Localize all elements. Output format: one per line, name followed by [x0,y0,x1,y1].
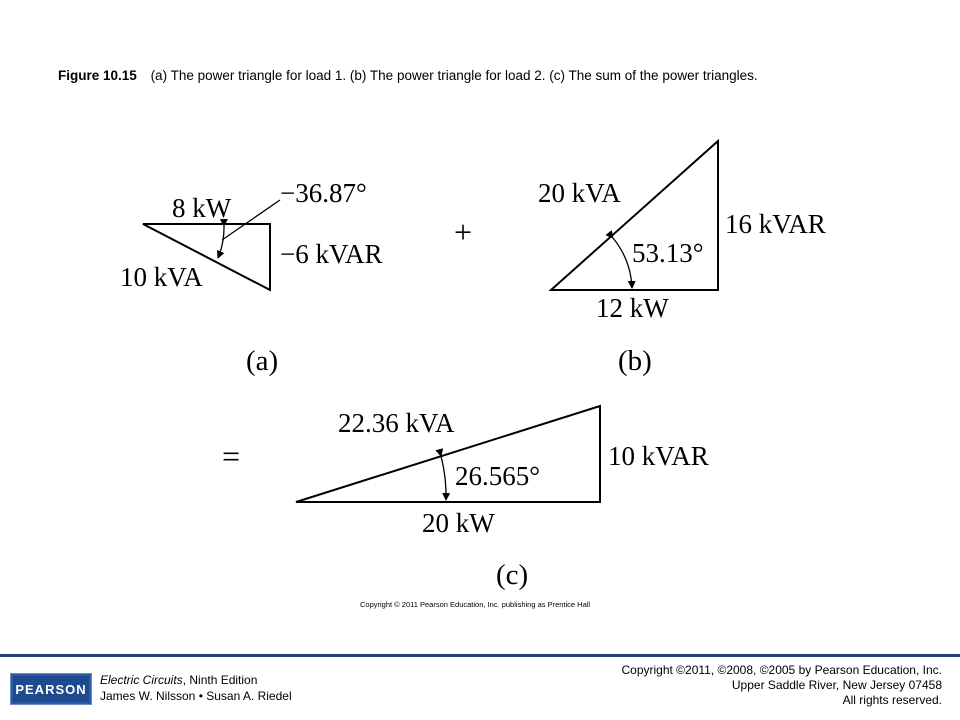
figure-caption-text: (a) The power triangle for load 1. (b) The power triangle for load 2. (c) The sum of the power triangles. [150,68,758,83]
triangle-a [120,178,383,377]
equals-operator: = [222,438,241,474]
triangle-a-real-power: 8 kW [172,193,232,223]
copyright-line-3: All rights reserved. [842,693,942,707]
book-edition: , Ninth Edition [182,673,258,687]
triangle-b-angle-arc [613,238,632,288]
triangle-c-reactive-power: 10 kVAR [608,441,709,471]
panel-label-b: (b) [618,345,652,377]
triangle-c-angle-arc [441,456,446,500]
triangle-b [538,141,826,377]
triangle-b-angle-label: 53.13° [632,238,704,268]
triangle-b-apparent-power: 20 kVA [538,178,621,208]
triangle-a-apparent-power: 10 kVA [120,262,203,292]
panel-label-a: (a) [246,345,279,377]
figure-label: Figure 10.15 [58,68,137,83]
book-title-line [100,672,292,688]
triangle-b-real-power: 12 kW [596,293,669,323]
triangle-a-reactive-power: −6 kVAR [280,239,383,269]
triangle-c [296,406,709,591]
footer-divider [0,654,960,657]
triangle-a-angle-label: −36.87° [280,178,367,208]
triangle-c-apparent-power: 22.36 kVA [338,408,455,438]
panel-label-c: (c) [496,559,529,591]
triangle-c-angle-label: 26.565° [455,461,541,491]
triangle-b-reactive-power: 16 kVAR [725,209,826,239]
copyright-line-2: Upper Saddle River, New Jersey 07458 [731,678,942,692]
triangle-a-angle-arc [218,226,224,258]
book-authors: James W. Nilsson • Susan A. Riedel [100,689,292,703]
book-title: Electric Circuits [100,673,183,687]
copyright-line-1: Copyright ©2011, ©2008, ©2005 by Pearson Education, Inc. [621,663,942,677]
pearson-logo: PEARSON [10,673,92,705]
plus-operator: + [454,214,473,250]
book-info [100,672,292,704]
copyright-block [621,663,942,708]
figure-credit: Copyright © 2011 Pearson Education, Inc. publishing as Prentice Hall [360,600,591,609]
triangle-c-real-power: 20 kW [422,508,495,538]
